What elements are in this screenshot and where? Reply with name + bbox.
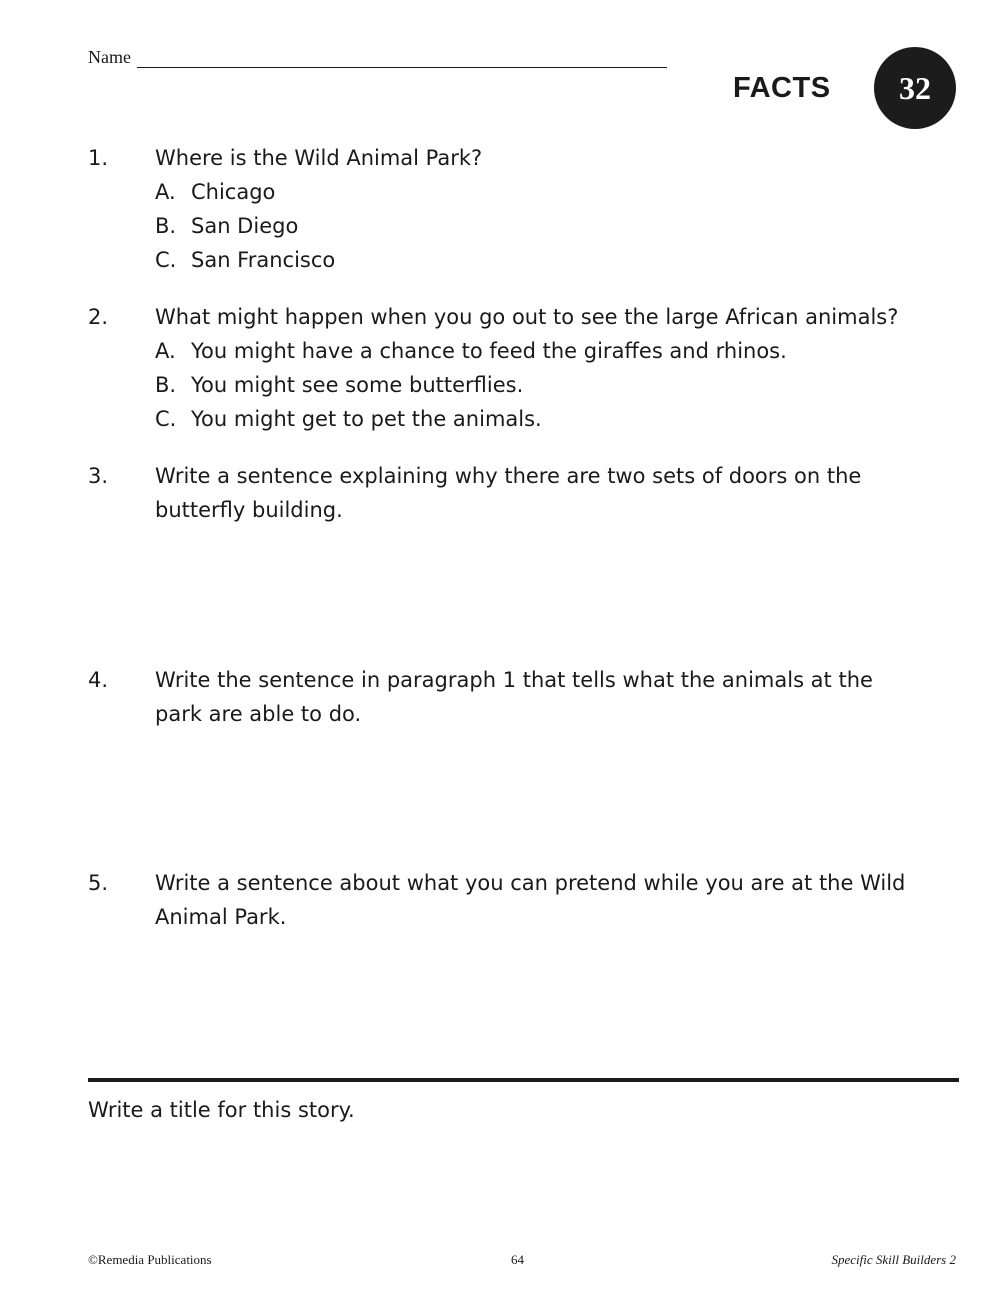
- question-2: [88, 300, 968, 436]
- option-text: You might see some butterflies.: [191, 373, 524, 397]
- question-text: What might happen when you go out to see the large African animals?: [155, 305, 899, 329]
- option-text: San Diego: [191, 214, 299, 238]
- answer-option[interactable]: [155, 368, 968, 402]
- option-text: You might have a chance to feed the giraffes and rhinos.: [191, 339, 787, 363]
- question-text-line: park are able to do.: [155, 702, 362, 726]
- question-text-line: Write a sentence explaining why there are two sets of doors on the: [155, 464, 862, 488]
- question-number: 1.: [88, 146, 109, 170]
- question-text-line: Write the sentence in paragraph 1 that tells what the animals at the: [155, 668, 873, 692]
- question-5: [88, 866, 968, 934]
- option-letter: A.: [155, 180, 176, 204]
- title-prompt: Write a title for this story.: [88, 1098, 355, 1122]
- answer-option[interactable]: [155, 175, 968, 209]
- option-text: San Francisco: [191, 248, 336, 272]
- answer-option[interactable]: [155, 402, 968, 436]
- lesson-number-badge: 32: [874, 47, 956, 129]
- name-field: [88, 46, 667, 68]
- question-number: 5.: [88, 871, 109, 895]
- option-letter: C.: [155, 407, 177, 431]
- question-text-line: butterfly building.: [155, 498, 343, 522]
- question-4: [88, 663, 968, 731]
- question-text-line: Animal Park.: [155, 905, 287, 929]
- option-letter: B.: [155, 373, 177, 397]
- option-letter: B.: [155, 214, 177, 238]
- option-letter: C.: [155, 248, 177, 272]
- name-blank-line[interactable]: [137, 51, 667, 68]
- question-text: Where is the Wild Animal Park?: [155, 146, 483, 170]
- option-text: Chicago: [191, 180, 276, 204]
- question-text-line: Write a sentence about what you can pretend while you are at the Wild: [155, 871, 906, 895]
- question-number: 2.: [88, 305, 109, 329]
- answer-option[interactable]: [155, 243, 968, 277]
- footer-publisher: ©Remedia Publications: [88, 1252, 212, 1267]
- question-3: [88, 459, 968, 527]
- option-text: You might get to pet the animals.: [191, 407, 542, 431]
- name-label: Name: [88, 47, 131, 67]
- answer-option[interactable]: [155, 334, 968, 368]
- option-letter: A.: [155, 339, 176, 363]
- question-1: [88, 141, 968, 277]
- footer-page-number: 64: [511, 1252, 524, 1267]
- section-title: FACTS: [733, 72, 831, 104]
- footer-book-title: Specific Skill Builders 2: [831, 1252, 956, 1267]
- answer-option[interactable]: [155, 209, 968, 243]
- question-number: 4.: [88, 668, 109, 692]
- section-divider: [88, 1078, 959, 1082]
- question-number: 3.: [88, 464, 109, 488]
